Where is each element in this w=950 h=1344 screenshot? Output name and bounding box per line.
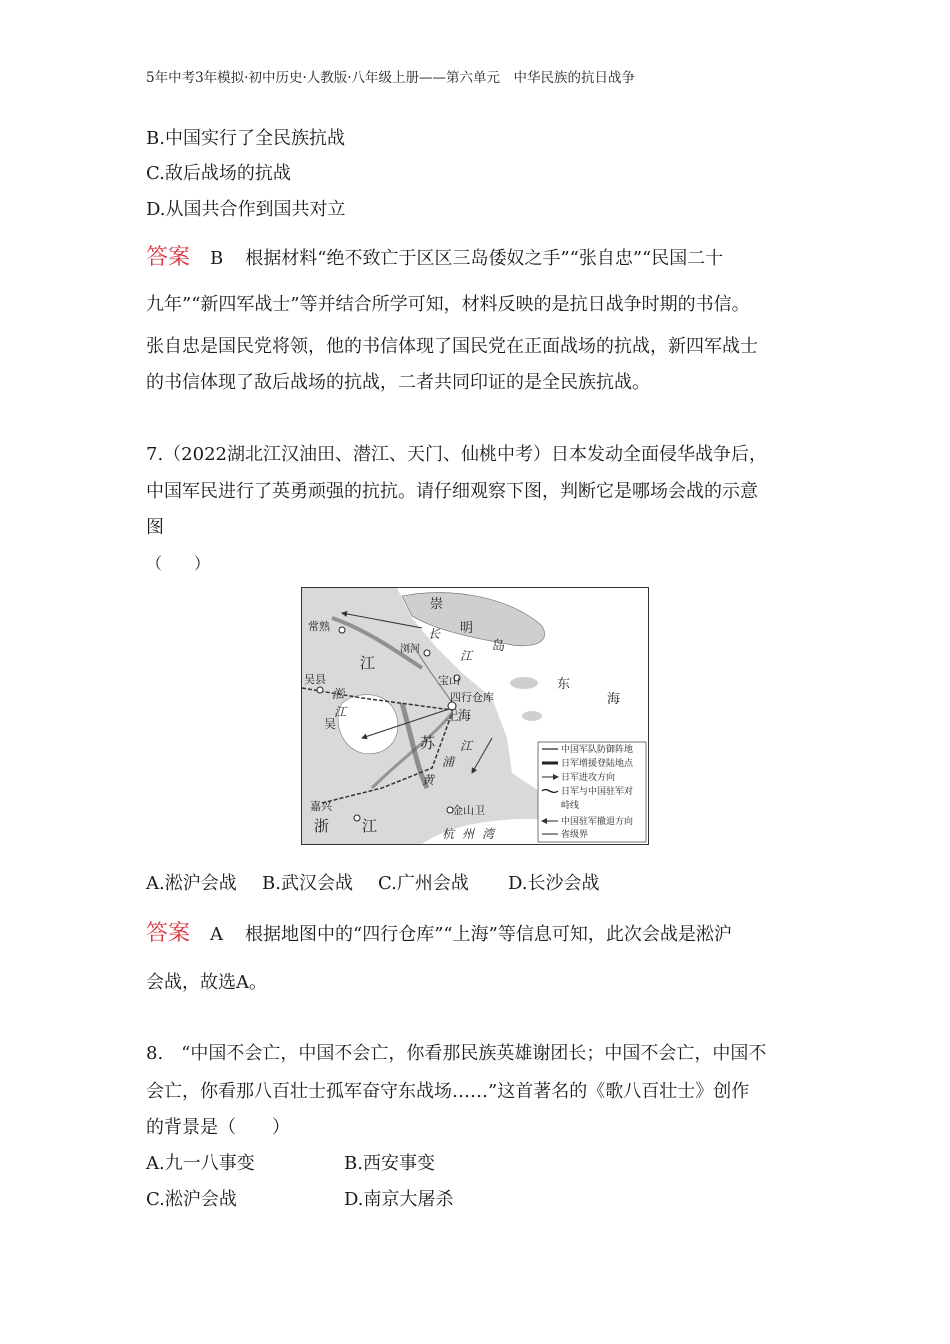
legend-landing: 日军增援登陆地点 — [561, 759, 634, 769]
label-changshu: 常熟 — [308, 620, 330, 633]
q6-option-c: C.敌后战场的抗战 — [146, 163, 291, 184]
label-ming: 明 — [460, 621, 474, 636]
label-chang: 长 — [428, 627, 441, 641]
q7-answer-line-2: 会战，故选A。 — [146, 972, 267, 993]
q6-answer-label: 答案 — [146, 245, 191, 270]
city-wuxian — [317, 687, 323, 693]
q7-answer-label: 答案 — [146, 921, 191, 946]
label-hang: 杭 — [442, 827, 455, 841]
q8-stem-line-2: 会亡，你看那八百壮士孤军奋守东战场……”这首著名的《歌八百壮士》创作 — [146, 1081, 750, 1102]
q7-stem-line-1: 7.（2022湖北江汉油田、潜江、天门、仙桃中考）日本发动全面侵华战争后， — [146, 444, 767, 465]
island-1 — [510, 677, 538, 689]
q7-option-d: D.长沙会战 — [508, 873, 600, 894]
q7-answer-text-1: 根据地图中的“四行仓库”“上海”等信息可知，此次会战是淞沪 — [245, 924, 732, 945]
label-sihang: 四行仓库 — [450, 691, 494, 704]
label-huang: 黄 — [422, 773, 435, 787]
label-zhe: 浙 — [314, 817, 330, 835]
legend-defense: 中国军队防御阵地 — [561, 745, 634, 755]
q8-stem-line-1: 8. “中国不会亡，中国不会亡，你看那民族英雄谢团长；中国不会亡，中国不 — [146, 1043, 767, 1064]
label-dao: 岛 — [492, 639, 506, 654]
label-dong: 东 — [557, 677, 571, 692]
page-header: 5年中考3年模拟·初中历史·人教版·八年级上册——第六单元 中华民族的抗日战争 — [146, 70, 636, 86]
q7-option-a: A.淞沪会战 — [146, 873, 237, 894]
q8-option-a: A.九一八事变 — [146, 1153, 255, 1174]
label-zhou: 州 — [462, 827, 475, 841]
city-jiaxing — [354, 815, 360, 821]
label-jiang-5: 江 — [362, 817, 378, 835]
songhu-battle-map — [301, 587, 649, 845]
q7-answer-blank: （ ） — [146, 554, 211, 573]
q7-answer-line-1 — [146, 922, 732, 947]
q7-option-c: C.广州会战 — [378, 873, 469, 894]
q8-option-c: C.淞沪会战 — [146, 1189, 237, 1210]
q6-answer-line-3: 张自忠是国民党将领，他的书信体现了国民党在正面战场的抗战，新四军战士 — [146, 336, 758, 357]
q8-stem-line-3: 的背景是（ ） — [146, 1117, 290, 1138]
q7-stem-line-3: 图 — [146, 517, 164, 538]
q6-answer-line-4: 的书信体现了敌后战场的抗战，二者共同印证的是全民族抗战。 — [146, 372, 650, 393]
label-su: 苏 — [420, 734, 436, 752]
island-2 — [522, 711, 542, 721]
q6-answer-line-1 — [146, 246, 723, 271]
legend-attack: 日军进攻方向 — [561, 773, 616, 783]
legend-confront-1: 日军与中国驻军对 — [561, 787, 634, 797]
label-jiang-3: 江 — [334, 705, 347, 719]
label-wuxian: 吴县 — [304, 673, 326, 686]
q8-option-b: B.西安事变 — [344, 1153, 435, 1174]
label-shang: 上 — [446, 709, 460, 724]
label-wan: 湾 — [482, 827, 495, 841]
q6-answer-key: B — [210, 248, 224, 269]
q7-answer-key: A — [210, 924, 224, 945]
label-jinshanwei: 金山卫 — [452, 804, 485, 817]
q8-option-d: D.南京大屠杀 — [344, 1189, 454, 1210]
label-jiang-2: 江 — [360, 654, 376, 672]
label-baoshan: 宝山 — [438, 674, 460, 687]
label-hai-1: 海 — [458, 709, 472, 724]
city-changshu — [339, 627, 345, 633]
label-chong: 崇 — [430, 597, 444, 612]
city-liuhe — [424, 650, 430, 656]
label-pu: 浦 — [442, 755, 455, 769]
q7-stem-line-2: 中国军民进行了英勇顽强的抗抗。请仔细观察下图，判断它是哪场会战的示意 — [146, 481, 758, 502]
label-wu: 吴 — [324, 717, 337, 731]
label-song: 淞 — [332, 687, 345, 701]
q7-option-b: B.武汉会战 — [262, 873, 353, 894]
q6-option-b: B.中国实行了全民族抗战 — [146, 128, 345, 149]
label-hai-2: 海 — [607, 692, 621, 707]
map-svg — [302, 588, 648, 844]
q6-answer-text-1: 根据材料“绝不致亡于区区三岛倭奴之手”“张自忠”“民国二十 — [245, 248, 724, 269]
label-jiang-1: 江 — [460, 649, 473, 663]
q6-answer-line-2: 九年”“新四军战士”等并结合所学可知，材料反映的是抗日战争时期的书信。 — [146, 294, 750, 315]
legend-border: 省级界 — [561, 830, 589, 840]
label-liuhe: 浏河 — [400, 644, 420, 655]
legend-confront-2: 峙线 — [561, 801, 580, 811]
q6-option-d: D.从国共合作到国共对立 — [146, 199, 346, 220]
label-jiang-4: 江 — [460, 739, 473, 753]
legend-retreat: 中国驻军撤退方向 — [561, 817, 634, 827]
label-jiaxing: 嘉兴 — [310, 800, 332, 813]
